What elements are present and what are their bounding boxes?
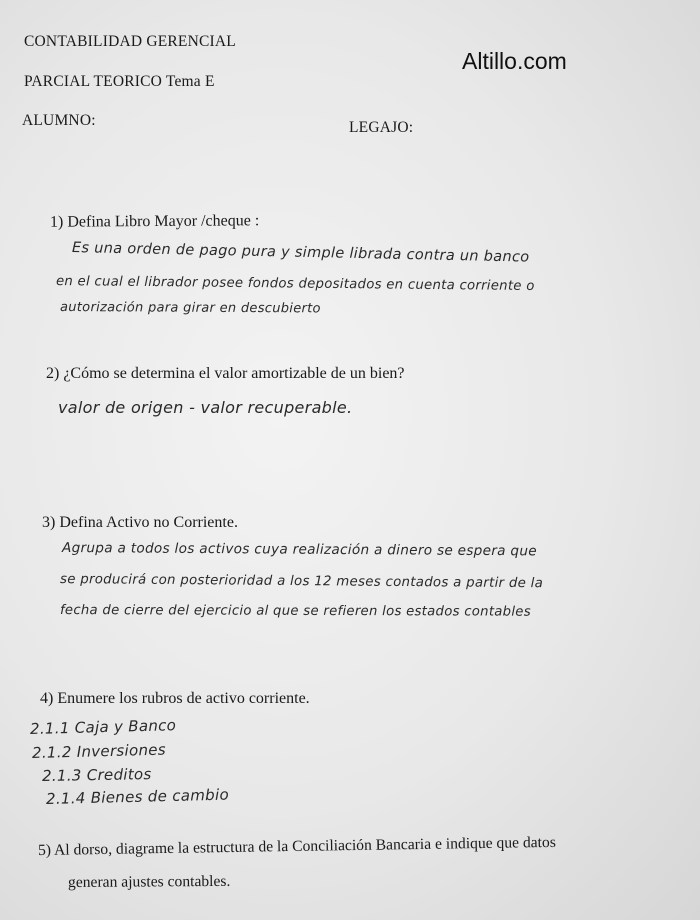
answer-2: valor de origen - valor recuperable. bbox=[58, 398, 353, 417]
answer-1-line-2: en el cual el librador posee fondos depositados en cuenta corriente o bbox=[55, 274, 535, 295]
question-5-line-1: 5) Al dorso, diagrame la estructura de la Conciliación Bancaria e indique que datos bbox=[37, 833, 556, 859]
answer-3-line-1: Agrupa a todos los activos cuya realización a dinero se espera que bbox=[61, 540, 537, 560]
answer-1-line-1: Es una orden de pago pura y simple librada contra un banco bbox=[71, 240, 530, 266]
course-title: CONTABILIDAD GERENCIAL bbox=[24, 33, 236, 50]
question-4: 4) Enumere los rubros de activo corriente. bbox=[40, 690, 310, 707]
answer-3-line-3: fecha de cierre del ejercicio al que se refieren los estados contables bbox=[59, 603, 531, 620]
id-label: LEGAJO: bbox=[349, 119, 414, 136]
question-2: 2) ¿Cómo se determina el valor amortizable de un bien? bbox=[46, 365, 405, 382]
question-1: 1) Defina Libro Mayor /cheque : bbox=[49, 212, 260, 231]
question-3: 3) Defina Activo no Corriente. bbox=[42, 514, 238, 531]
answer-4-item-3: 2.1.3 Creditos bbox=[41, 765, 152, 785]
answer-4-item-1: 2.1.1 Caja y Banco bbox=[29, 716, 177, 738]
question-5-line-2: generan ajustes contables. bbox=[67, 872, 231, 891]
student-label: ALUMNO: bbox=[22, 112, 96, 129]
answer-3-line-2: se producirá con posterioridad a los 12 meses contados a partir de la bbox=[59, 572, 544, 592]
answer-4-item-2: 2.1.2 Inversiones bbox=[31, 740, 167, 762]
answer-1-line-3: autorización para girar en descubierto bbox=[59, 300, 321, 317]
exam-title: PARCIAL TEORICO Tema E bbox=[24, 73, 215, 90]
watermark: Altillo.com bbox=[462, 48, 567, 74]
answer-4-item-4: 2.1.4 Bienes de cambio bbox=[45, 785, 230, 808]
